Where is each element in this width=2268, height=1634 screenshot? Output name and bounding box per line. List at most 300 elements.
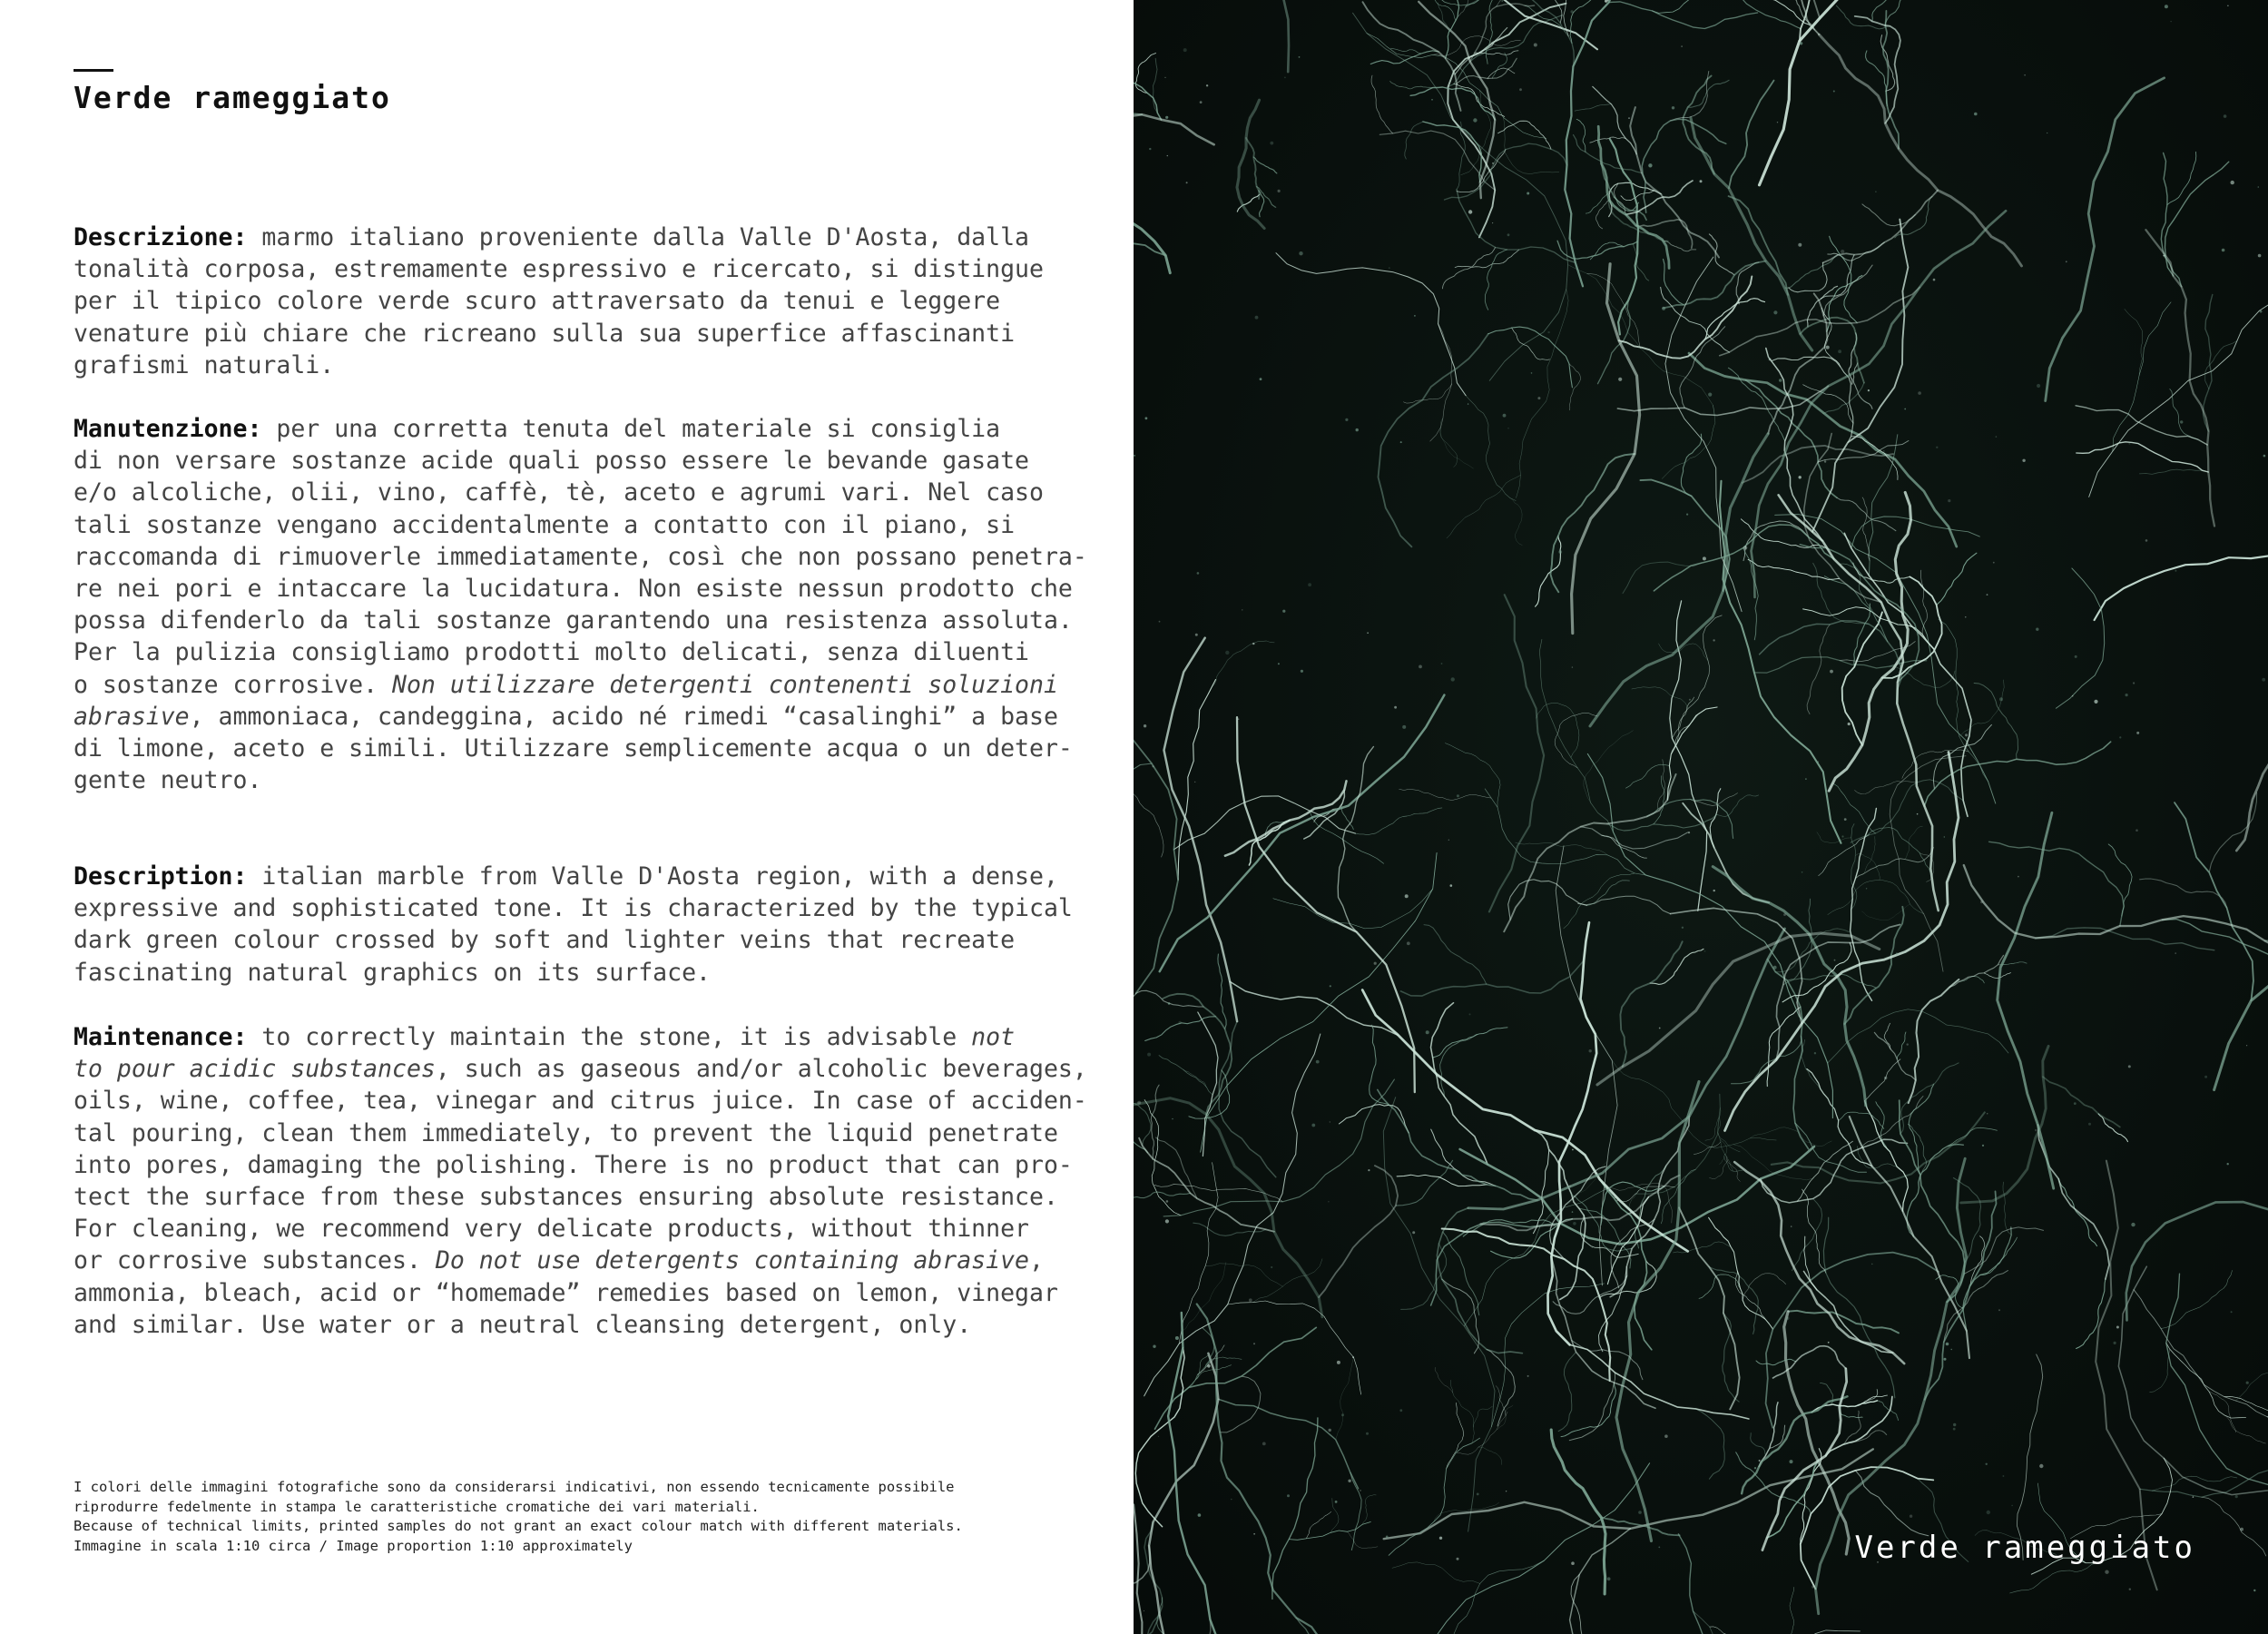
marble-speck xyxy=(2263,455,2266,458)
marble-speck xyxy=(1658,1547,1660,1549)
marble-speck xyxy=(2126,694,2128,696)
marble-speck xyxy=(1238,718,1240,720)
marble-speck xyxy=(1980,901,1983,903)
text-segment: per una corretta tenuta del materiale si consiglia xyxy=(261,415,1001,443)
marble-speck xyxy=(1195,634,1198,636)
marble-speck xyxy=(1175,1336,1179,1340)
marble-speck xyxy=(2258,186,2260,188)
text-segment: possa difenderlo da tali sostanze garantendo una resistenza assoluta. xyxy=(74,606,1073,635)
marble-speck xyxy=(1773,310,1777,314)
marble-speck xyxy=(1367,632,1369,634)
marble-speck xyxy=(2114,1342,2116,1344)
marble-speck xyxy=(1249,1298,1252,1302)
marble-speck xyxy=(1841,250,1844,253)
marble-speck xyxy=(1301,670,1303,673)
marble-speck xyxy=(1871,1264,1872,1265)
marble-speck xyxy=(2088,1123,2091,1126)
section-label: Description: xyxy=(74,862,248,891)
paragraph-line xyxy=(74,605,1099,636)
marble-speck xyxy=(1743,546,1747,549)
title-rule xyxy=(74,69,113,72)
marble-speck xyxy=(1469,1013,1471,1015)
paragraph-line xyxy=(74,861,1099,892)
marble-speck xyxy=(1492,222,1493,223)
marble-speck xyxy=(1571,1561,1575,1565)
marble-speck xyxy=(1659,1028,1661,1029)
marble-speck xyxy=(2072,695,2074,697)
marble-speck xyxy=(1531,372,1533,374)
marble-speck xyxy=(1165,116,1168,119)
text-segment: marmo italiano proveniente dalla Valle D'Aosta, dalla xyxy=(247,223,1029,251)
marble-speck xyxy=(2116,1326,2119,1329)
marble-speck xyxy=(2262,678,2265,682)
marble-speck xyxy=(1999,697,2003,701)
marble-speck xyxy=(2011,1505,2012,1506)
maintenance-it xyxy=(74,413,1099,796)
paragraph-line xyxy=(74,1181,1099,1213)
section-label: Maintenance: xyxy=(74,1023,248,1051)
marble-speck xyxy=(1405,894,1409,898)
marble-speck xyxy=(2075,655,2077,658)
marble-speck xyxy=(1713,890,1715,891)
text-segment: venature più chiare che ricreano sulla sua superfice affascinanti xyxy=(74,319,1016,348)
marble-speck xyxy=(1164,77,1165,78)
italic-text: not xyxy=(971,1023,1016,1051)
paragraph-line xyxy=(74,221,1099,253)
marble-speck xyxy=(1713,639,1714,641)
marble-speck xyxy=(1253,1533,1255,1535)
marble-speck xyxy=(1287,1494,1290,1497)
marble-speck xyxy=(1944,1358,1947,1361)
marble-speck xyxy=(1172,1118,1173,1119)
section-label: Manutenzione: xyxy=(74,415,262,443)
marble-speck xyxy=(1299,56,1301,58)
marble-speck xyxy=(1402,725,1406,729)
marble-speck xyxy=(1884,1077,1887,1079)
italic-text: Do not use detergents containing abrasive xyxy=(435,1246,1029,1275)
marble-sample-image xyxy=(1134,0,2268,1634)
marble-speck xyxy=(1802,871,1803,873)
marble-speck xyxy=(1704,950,1706,952)
marble-speck xyxy=(1838,349,1841,353)
marble-speck xyxy=(1896,952,1899,955)
marble-speck xyxy=(1389,267,1390,269)
marble-speck xyxy=(1198,1513,1202,1517)
marble-speck xyxy=(2035,1129,2037,1132)
marble-speck xyxy=(2165,5,2168,8)
footnote-line: Because of technical limits, printed samples do not grant an exact colour match with different materials. xyxy=(74,1518,963,1534)
marble-speck xyxy=(2246,1045,2247,1046)
marble-speck xyxy=(1207,1364,1211,1368)
text-segment: expressive and sophisticated tone. It is characterized by the typical xyxy=(74,894,1073,923)
paragraph-line xyxy=(74,1277,1099,1309)
marble-speck xyxy=(1664,1235,1666,1237)
marble-speck xyxy=(1777,122,1778,123)
marble-speck xyxy=(1400,441,1402,443)
marble-speck xyxy=(1791,1226,1792,1227)
marble-speck xyxy=(1255,316,1259,320)
footnote-line: I colori delle immagini fotografiche sono da considerarsi indicativi, non essendo tecnicamente possibile xyxy=(74,1479,955,1495)
marble-speck xyxy=(1986,1463,1988,1465)
marble-speck xyxy=(2128,443,2130,445)
marble-speck xyxy=(1527,1375,1529,1377)
marble-speck xyxy=(1814,1052,1816,1054)
marble-speck xyxy=(1618,378,1622,381)
marble-speck xyxy=(1907,1043,1909,1045)
marble-speck xyxy=(1688,832,1690,833)
text-segment: to correctly maintain the stone, it is advisable xyxy=(247,1023,972,1051)
marble-speck xyxy=(1159,621,1161,623)
text-segment: italian marble from Valle D'Aosta region, with a dense, xyxy=(247,862,1058,891)
marble-speck xyxy=(1996,436,1998,438)
marble-speck xyxy=(2258,254,2262,258)
marble-speck xyxy=(1946,1343,1949,1346)
marble-speck xyxy=(2260,310,2263,313)
text-segment: and similar. Use water or a neutral cleansing detergent, only. xyxy=(74,1310,972,1339)
paragraph-line xyxy=(74,509,1099,541)
marble-speck xyxy=(1573,1222,1576,1226)
text-segment: e/o alcoliche, olii, vino, caffè, tè, aceto e agrumi vari. Nel caso xyxy=(74,478,1044,507)
marble-speck xyxy=(1186,182,1188,183)
marble-speck xyxy=(1527,192,1529,195)
marble-speck xyxy=(1917,813,1919,815)
marble-speck xyxy=(1944,836,1945,837)
paragraph-line xyxy=(74,1245,1099,1276)
marble-speck xyxy=(1783,913,1786,916)
marble-speck xyxy=(1708,393,1712,397)
italic-text: abrasive xyxy=(74,702,190,731)
marble-speck xyxy=(1149,148,1151,150)
paragraph-line xyxy=(74,924,1099,956)
marble-speck xyxy=(1965,733,1968,736)
marble-speck xyxy=(1147,1053,1151,1057)
marble-speck xyxy=(1951,1349,1952,1350)
marble-speck xyxy=(2094,700,2097,704)
marble-speck xyxy=(1308,583,1311,586)
marble-speck xyxy=(2131,1223,2135,1226)
marble-speck xyxy=(1271,1266,1272,1268)
text-segment: di non versare sostanze acide quali posso essere le bevande gasate xyxy=(74,447,1029,476)
marble-speck xyxy=(1335,1501,1338,1503)
marble-speck xyxy=(1572,1211,1574,1213)
marble-speck xyxy=(1457,1558,1459,1560)
marble-speck xyxy=(1805,778,1807,780)
text-segment: per il tipico colore verde scuro attraversato da tenui e leggere xyxy=(74,287,1001,316)
marble-speck xyxy=(1352,1356,1354,1358)
paragraph-line xyxy=(74,1021,1099,1053)
marble-speck xyxy=(2024,74,2026,76)
paragraph-line xyxy=(74,764,1099,796)
marble-speck xyxy=(1153,1345,1155,1348)
marble-speck xyxy=(2163,255,2165,257)
text-segment: tect the surface from these substances ensuring absolute resistance. xyxy=(74,1183,1058,1212)
paragraph-line xyxy=(74,1149,1099,1181)
text-segment: dark green colour crossed by soft and lighter veins that recreate xyxy=(74,926,1016,955)
marble-speck xyxy=(2175,952,2176,954)
text-segment: tali sostanze vengano accidentalmente a contatto con il piano, si xyxy=(74,510,1016,539)
marble-speck xyxy=(1270,142,1273,145)
marble-speck xyxy=(1426,1030,1429,1034)
marble-speck xyxy=(1311,1124,1315,1127)
marble-speck xyxy=(1811,1585,1814,1588)
text-segment: or corrosive substances. xyxy=(74,1246,436,1275)
marble-speck xyxy=(1356,428,1359,431)
paragraph-line xyxy=(74,669,1099,701)
text-segment: fascinating natural graphics on its surface. xyxy=(74,958,711,987)
marble-speck xyxy=(1769,359,1772,361)
marble-speck xyxy=(2193,1496,2194,1498)
marble-speck xyxy=(1786,1317,1789,1320)
marble-speck xyxy=(1158,1436,1159,1437)
marble-speck xyxy=(1933,279,1936,281)
marble-speck xyxy=(2036,628,2038,631)
marble-speck xyxy=(1572,666,1573,667)
marble-speck xyxy=(1419,665,1422,669)
marble-speck xyxy=(1910,1515,1912,1518)
marble-speck xyxy=(1348,1480,1350,1482)
marble-speck xyxy=(1681,45,1683,47)
marble-speck xyxy=(1278,190,1281,192)
paragraph-line xyxy=(74,541,1099,573)
marble-speck xyxy=(1165,1219,1169,1223)
marble-speck xyxy=(1953,1423,1956,1426)
paragraph-line xyxy=(74,1085,1099,1117)
marble-speck xyxy=(1826,346,1830,349)
marble-speck xyxy=(1628,117,1630,119)
marble-speck xyxy=(1368,1169,1370,1171)
marble-speck xyxy=(1987,1511,1990,1514)
section-label: Descrizione: xyxy=(74,223,248,251)
text-segment: grafismi naturali. xyxy=(74,350,335,379)
marble-speck xyxy=(2022,459,2025,462)
marble-speck xyxy=(1431,99,1433,101)
marble-speck xyxy=(2204,1076,2207,1078)
text-segment: , ammoniaca, candeggina, acido né rimedi “casalinghi” a base xyxy=(189,702,1058,731)
marble-speck xyxy=(1448,840,1449,841)
marble-speck xyxy=(1818,762,1819,763)
italic-text: to pour acidic substances xyxy=(74,1055,436,1084)
marble-speck xyxy=(1328,1201,1329,1202)
marble-speck xyxy=(1948,499,1950,502)
footnote-line: Immagine in scala 1:10 circa / Image proportion 1:10 approximately xyxy=(74,1537,633,1554)
marble-speck xyxy=(1386,1536,1389,1539)
marble-speck xyxy=(1682,927,1684,929)
marble-speck xyxy=(2222,249,2225,252)
paragraph-line xyxy=(74,318,1099,349)
marble-speck xyxy=(1262,1442,1266,1446)
marble-speck xyxy=(1337,1361,1340,1364)
text-segment: , such as gaseous and/or alcoholic beverages, xyxy=(435,1055,1087,1084)
marble-speck xyxy=(1779,379,1782,382)
marble-speck xyxy=(1700,180,1703,182)
paragraph-line xyxy=(74,445,1099,477)
marble-speck xyxy=(1974,113,1978,116)
marble-speck xyxy=(1664,1434,1668,1438)
marble-speck xyxy=(1225,651,1229,655)
marble-speck xyxy=(2136,732,2139,734)
text-segment: tonalità corposa, estremamente espressivo e ricercato, si distingue xyxy=(74,255,1044,284)
marble-speck xyxy=(1987,594,1988,596)
marble-speck xyxy=(1414,315,1416,317)
text-segment: into pores, damaging the polishing. There is no product that can pro- xyxy=(74,1150,1073,1179)
marble-speck xyxy=(1299,251,1302,255)
marble-speck xyxy=(2145,539,2148,542)
marble-speck xyxy=(1168,1002,1171,1005)
marble-speck xyxy=(1330,985,1331,987)
marble-speck xyxy=(1848,723,1851,725)
marble-speck xyxy=(1833,91,1835,93)
marble-speck xyxy=(1206,84,1208,86)
marble-speck xyxy=(2018,876,2019,878)
marble-speck xyxy=(1703,556,1706,560)
paragraph-line xyxy=(74,253,1099,285)
paragraph-line xyxy=(74,1309,1099,1341)
text-segment: oils, wine, coffee, tea, vinegar and citrus juice. In case of acciden- xyxy=(74,1087,1087,1116)
text-segment: ammonia, bleach, acid or “homemade” remedies based on lemon, vinegar xyxy=(74,1278,1058,1307)
marble-speck xyxy=(2003,1475,2005,1477)
paragraph-line xyxy=(74,636,1099,668)
marble-speck xyxy=(1572,1149,1574,1151)
marble-speck xyxy=(2246,1382,2249,1384)
marble-speck xyxy=(1450,884,1453,887)
marble-speck xyxy=(2039,1464,2043,1468)
marble-speck xyxy=(1282,610,1285,613)
marble-speck xyxy=(2227,5,2228,6)
marble-speck xyxy=(1689,699,1691,701)
marble-speck xyxy=(2227,1163,2229,1165)
marble-speck xyxy=(2105,1570,2108,1574)
marble-speck xyxy=(1936,447,1938,448)
footnote-line: riprodurre fedelmente in stampa le caratteristiche cromatiche dei vari materiali. xyxy=(74,1498,760,1515)
marble-speck xyxy=(1492,162,1494,164)
marble-speck xyxy=(1507,233,1510,236)
marble-speck xyxy=(2240,1528,2243,1531)
marble-speck xyxy=(1592,1246,1594,1248)
marble-speck xyxy=(1152,765,1154,767)
marble-speck xyxy=(1501,0,1503,2)
marble-speck xyxy=(1883,450,1884,451)
marble-speck xyxy=(1790,1460,1793,1463)
marble-speck xyxy=(1759,1460,1761,1462)
marble-speck xyxy=(1278,663,1280,664)
marble-speck xyxy=(2128,1065,2131,1068)
marble-speck xyxy=(1868,389,1870,391)
marble-speck xyxy=(1547,331,1549,333)
marble-speck xyxy=(1457,794,1459,797)
text-segment: tal pouring, clean them immediately, to prevent the liquid penetrate xyxy=(74,1118,1058,1147)
marble-speck xyxy=(1754,1467,1756,1469)
marble-speck xyxy=(2135,829,2138,832)
paragraph-line xyxy=(74,701,1099,733)
paragraph-line xyxy=(74,733,1099,764)
marble-speck xyxy=(1194,782,1195,783)
text-segment: o sostanze corrosive. xyxy=(74,670,392,699)
marble-speck xyxy=(2180,420,2183,423)
marble-speck xyxy=(1866,888,1867,889)
marble-speck xyxy=(1374,962,1377,965)
marble-speck xyxy=(1284,77,1286,79)
marble-speck xyxy=(1534,44,1537,47)
marble-speck xyxy=(2119,736,2121,738)
text-segment: For cleaning, we recommend very delicate products, without thinner xyxy=(74,1215,1029,1244)
marble-speck xyxy=(1412,1231,1415,1234)
paragraph-line xyxy=(74,285,1099,317)
marble-speck xyxy=(2133,682,2135,684)
marble-speck xyxy=(1231,1499,1232,1500)
marble-speck xyxy=(1167,155,1168,156)
marble-speck xyxy=(1407,941,1410,945)
marble-speck xyxy=(1638,1511,1642,1514)
marble-speck xyxy=(1904,408,1906,410)
marble-speck xyxy=(2037,384,2040,388)
marble-speck xyxy=(1253,1343,1255,1344)
marble-speck xyxy=(1503,414,1507,418)
footnote xyxy=(74,1478,963,1556)
marble-speck xyxy=(1183,48,1187,52)
marble-speck xyxy=(1798,243,1802,247)
maintenance-en xyxy=(74,1021,1099,1341)
marble-speck xyxy=(1569,1186,1571,1187)
paragraph-line xyxy=(74,1117,1099,1149)
description-it xyxy=(74,221,1099,381)
marble-speck xyxy=(2235,1495,2238,1498)
marble-speck xyxy=(1519,88,1522,91)
text-segment: gente neutro. xyxy=(74,766,262,795)
marble-speck xyxy=(1360,1490,1361,1491)
text-segment: Per la pulizia consigliamo prodotti molto delicati, senza diluenti xyxy=(74,638,1029,667)
marble-speck xyxy=(1571,10,1574,13)
marble-speck xyxy=(2074,1102,2077,1105)
paragraph-line xyxy=(74,957,1099,989)
marble-speck xyxy=(1965,616,1966,617)
marble-speck xyxy=(1134,455,1135,457)
marble-speck xyxy=(1830,670,1833,674)
marble-speck xyxy=(1607,1577,1611,1580)
marble-speck xyxy=(1178,1021,1181,1024)
marble-speck xyxy=(1773,966,1777,970)
marble-speck xyxy=(1537,397,1540,399)
marble-speck xyxy=(2253,1590,2255,1591)
marble-speck xyxy=(1145,417,1148,419)
marble-speck xyxy=(1841,835,1843,837)
marble-speck xyxy=(1558,550,1562,554)
text-segment: re nei pori e intaccare la lucidatura. Non esiste nessun prodotto che xyxy=(74,575,1073,604)
marble-speck xyxy=(1345,418,1348,421)
paragraph-line xyxy=(74,573,1099,605)
paragraph-line xyxy=(74,892,1099,924)
marble-speck xyxy=(1918,391,1921,395)
paragraph-line xyxy=(74,1213,1099,1245)
marble-speck xyxy=(1137,1101,1141,1105)
marble-speck xyxy=(1316,1060,1320,1064)
marble-speck xyxy=(1828,1342,1830,1344)
marble-speck xyxy=(1399,1409,1402,1412)
marble-speck xyxy=(1662,307,1665,310)
marble-speck xyxy=(2224,114,2227,118)
marble-texture xyxy=(1134,0,2268,1634)
marble-speck xyxy=(2171,21,2172,22)
marble-speck xyxy=(2175,570,2176,572)
marble-speck xyxy=(1394,706,1397,709)
marble-speck xyxy=(2231,1311,2233,1313)
marble-speck xyxy=(1144,724,1146,727)
marble-speck xyxy=(1800,42,1802,44)
marble-speck xyxy=(1953,1428,1956,1431)
paragraph-line xyxy=(74,349,1099,381)
marble-label: Verde rameggiato xyxy=(1854,1530,2195,1566)
description-en xyxy=(74,861,1099,989)
text-segment: di limone, aceto e simili. Utilizzare semplicemente acqua o un deter- xyxy=(74,734,1073,763)
